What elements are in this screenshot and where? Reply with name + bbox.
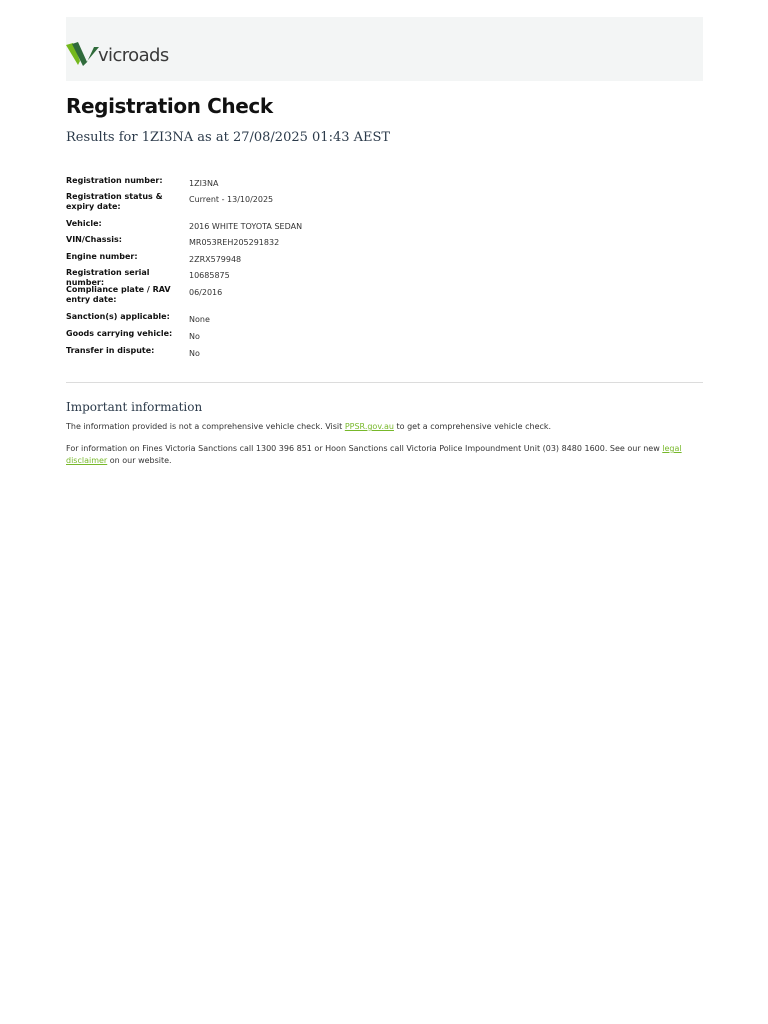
detail-row (66, 176, 626, 192)
ppsr-notice (66, 421, 703, 433)
detail-value: 2016 WHITE TOYOTA SEDAN (189, 222, 303, 231)
detail-label: Registration status & expiry date: (66, 192, 163, 211)
registration-details (66, 176, 626, 362)
detail-value: No (189, 349, 200, 358)
detail-label: Sanction(s) applicable: (66, 312, 170, 321)
detail-label: Engine number: (66, 252, 138, 261)
detail-value: 1ZI3NA (189, 179, 219, 188)
detail-label: Transfer in dispute: (66, 346, 155, 355)
detail-label: Registration serial number: (66, 268, 150, 287)
detail-row (66, 268, 626, 285)
detail-label: Compliance plate / RAV entry date: (66, 285, 171, 304)
detail-label: Registration number: (66, 176, 163, 185)
ppsr-notice-text-end: to get a comprehensive vehicle check. (393, 422, 552, 431)
detail-value: 2ZRX579948 (189, 255, 242, 264)
vicroads-v-mark-icon (66, 41, 100, 67)
legal-disclaimer-link[interactable]: legal disclaimer (66, 444, 682, 465)
detail-value: 10685875 (189, 271, 230, 280)
ppsr-link[interactable]: PPSR.gov.au (344, 422, 394, 431)
detail-row (66, 285, 626, 312)
page-title: Registration Check (66, 94, 273, 118)
detail-row (66, 329, 626, 346)
header-band (66, 17, 703, 81)
detail-label: Goods carrying vehicle: (66, 329, 173, 338)
important-information-heading: Important information (66, 400, 203, 414)
detail-value: MR053REH205291832 (189, 238, 280, 247)
detail-label: VIN/Chassis: (66, 235, 122, 244)
detail-row (66, 252, 626, 268)
detail-value: 06/2016 (189, 288, 223, 297)
results-subtitle: Results for 1ZI3NA as at 27/08/2025 01:43 AEST (66, 130, 391, 145)
ppsr-notice-text: The information provided is not a comprehensive vehicle check. Visit (66, 422, 345, 431)
detail-row (66, 346, 626, 362)
detail-row (66, 235, 626, 252)
detail-label: Vehicle: (66, 219, 102, 228)
sanctions-notice-text: For information on Fines Victoria Sanctions call 1300 396 851 or Hoon Sanctions call Victoria Police Impoundment Unit (03) 8480 1600. See our new (66, 444, 663, 453)
sanctions-notice (66, 443, 703, 467)
detail-value: No (189, 332, 200, 341)
logo-wordmark: vicroads (98, 44, 169, 66)
vicroads-logo[interactable] (66, 41, 169, 67)
section-divider (66, 382, 703, 383)
detail-value: Current - 13/10/2025 (189, 195, 274, 204)
detail-row (66, 219, 626, 235)
detail-row (66, 312, 626, 329)
sanctions-notice-text-end: on our website. (107, 456, 172, 465)
detail-value: None (189, 315, 210, 324)
detail-row (66, 192, 626, 219)
